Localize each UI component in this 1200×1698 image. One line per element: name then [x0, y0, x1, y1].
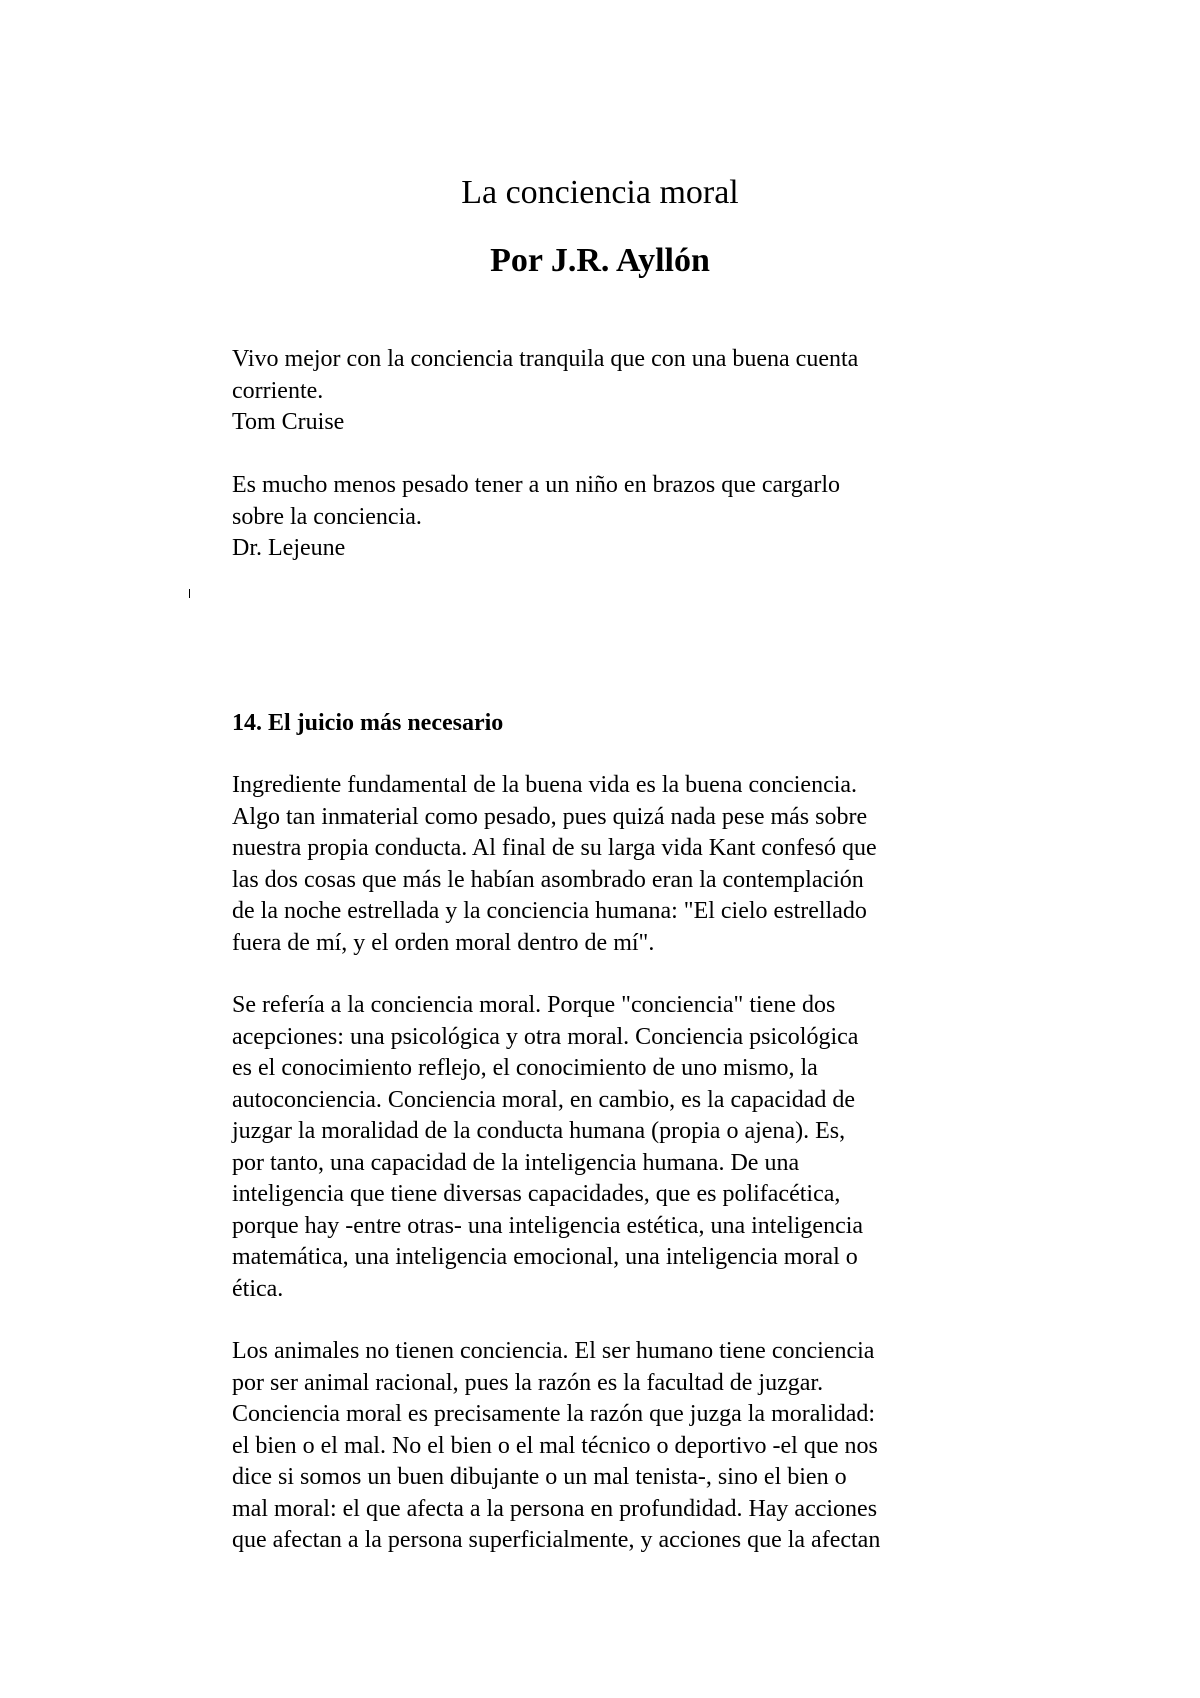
- paragraph-line: el bien o el mal. No el bien o el mal técnico o deportivo -el que nos: [232, 1432, 878, 1459]
- paragraph-line: nuestra propia conducta. Al final de su larga vida Kant confesó que: [232, 835, 877, 861]
- paragraph-line: fuera de mí, y el orden moral dentro de mí".: [232, 929, 655, 956]
- paragraph-line: es el conocimiento reflejo, el conocimiento de uno mismo, la: [232, 1055, 818, 1081]
- paragraph-line: dice si somos un buen dibujante o un mal tenista-, sino el bien o: [232, 1464, 847, 1490]
- epigraph-quote: [232, 470, 992, 565]
- stray-mark: [189, 589, 190, 598]
- paragraph-line: mal moral: el que afecta a la persona en profundidad. Hay acciones: [232, 1495, 878, 1522]
- body-paragraph: [232, 1336, 992, 1557]
- quote-line: sobre la conciencia.: [232, 503, 422, 530]
- paragraph-line: de la noche estrellada y la conciencia humana: "El cielo estrellado: [232, 898, 867, 924]
- quote-attribution: Dr. Lejeune: [232, 535, 346, 561]
- paragraph-line: acepciones: una psicológica y otra moral. Conciencia psicológica: [232, 1023, 859, 1050]
- paragraph-line: autoconciencia. Conciencia moral, en cambio, es la capacidad de: [232, 1086, 856, 1113]
- quote-line: corriente.: [232, 377, 324, 404]
- body-paragraph: [232, 770, 992, 959]
- paragraph-line: Conciencia moral es precisamente la razón que juzga la moralidad:: [232, 1401, 876, 1427]
- epigraph-quote: [232, 344, 992, 439]
- paragraph-line: inteligencia que tiene diversas capacidades, que es polifacética,: [232, 1181, 841, 1207]
- paragraph-line: por tanto, una capacidad de la inteligencia humana. De una: [232, 1149, 800, 1176]
- body-paragraph: [232, 990, 992, 1305]
- paragraph-line: Algo tan inmaterial como pesado, pues quizá nada pese más sobre: [232, 803, 868, 830]
- quote-line: Es mucho menos pesado tener a un niño en brazos que cargarlo: [232, 472, 841, 498]
- paragraph-line: las dos cosas que más le habían asombrado eran la contemplación: [232, 866, 864, 893]
- paragraph-line: juzgar la moralidad de la conducta humana (propia o ajena). Es,: [232, 1118, 846, 1144]
- paragraph-line: por ser animal racional, pues la razón es la facultad de juzgar.: [232, 1369, 824, 1396]
- section-heading: 14. El juicio más necesario: [232, 710, 504, 736]
- paragraph-line: Ingrediente fundamental de la buena vida es la buena conciencia.: [232, 772, 858, 798]
- paragraph-line: matemática, una inteligencia emocional, una inteligencia moral o: [232, 1244, 858, 1270]
- paragraph-line: ética.: [232, 1275, 284, 1302]
- document-author: Por J.R. Ayllón: [490, 242, 710, 279]
- quote-line: Vivo mejor con la conciencia tranquila que con una buena cuenta: [232, 346, 859, 372]
- document-title: La conciencia moral: [461, 174, 739, 211]
- paragraph-line: Se refería a la conciencia moral. Porque "conciencia" tiene dos: [232, 992, 836, 1018]
- paragraph-line: Los animales no tienen conciencia. El ser humano tiene conciencia: [232, 1338, 875, 1364]
- paragraph-line: que afectan a la persona superficialmente, y acciones que la afectan: [232, 1527, 881, 1553]
- paragraph-line: porque hay -entre otras- una inteligencia estética, una inteligencia: [232, 1212, 864, 1239]
- quote-attribution: Tom Cruise: [232, 409, 345, 435]
